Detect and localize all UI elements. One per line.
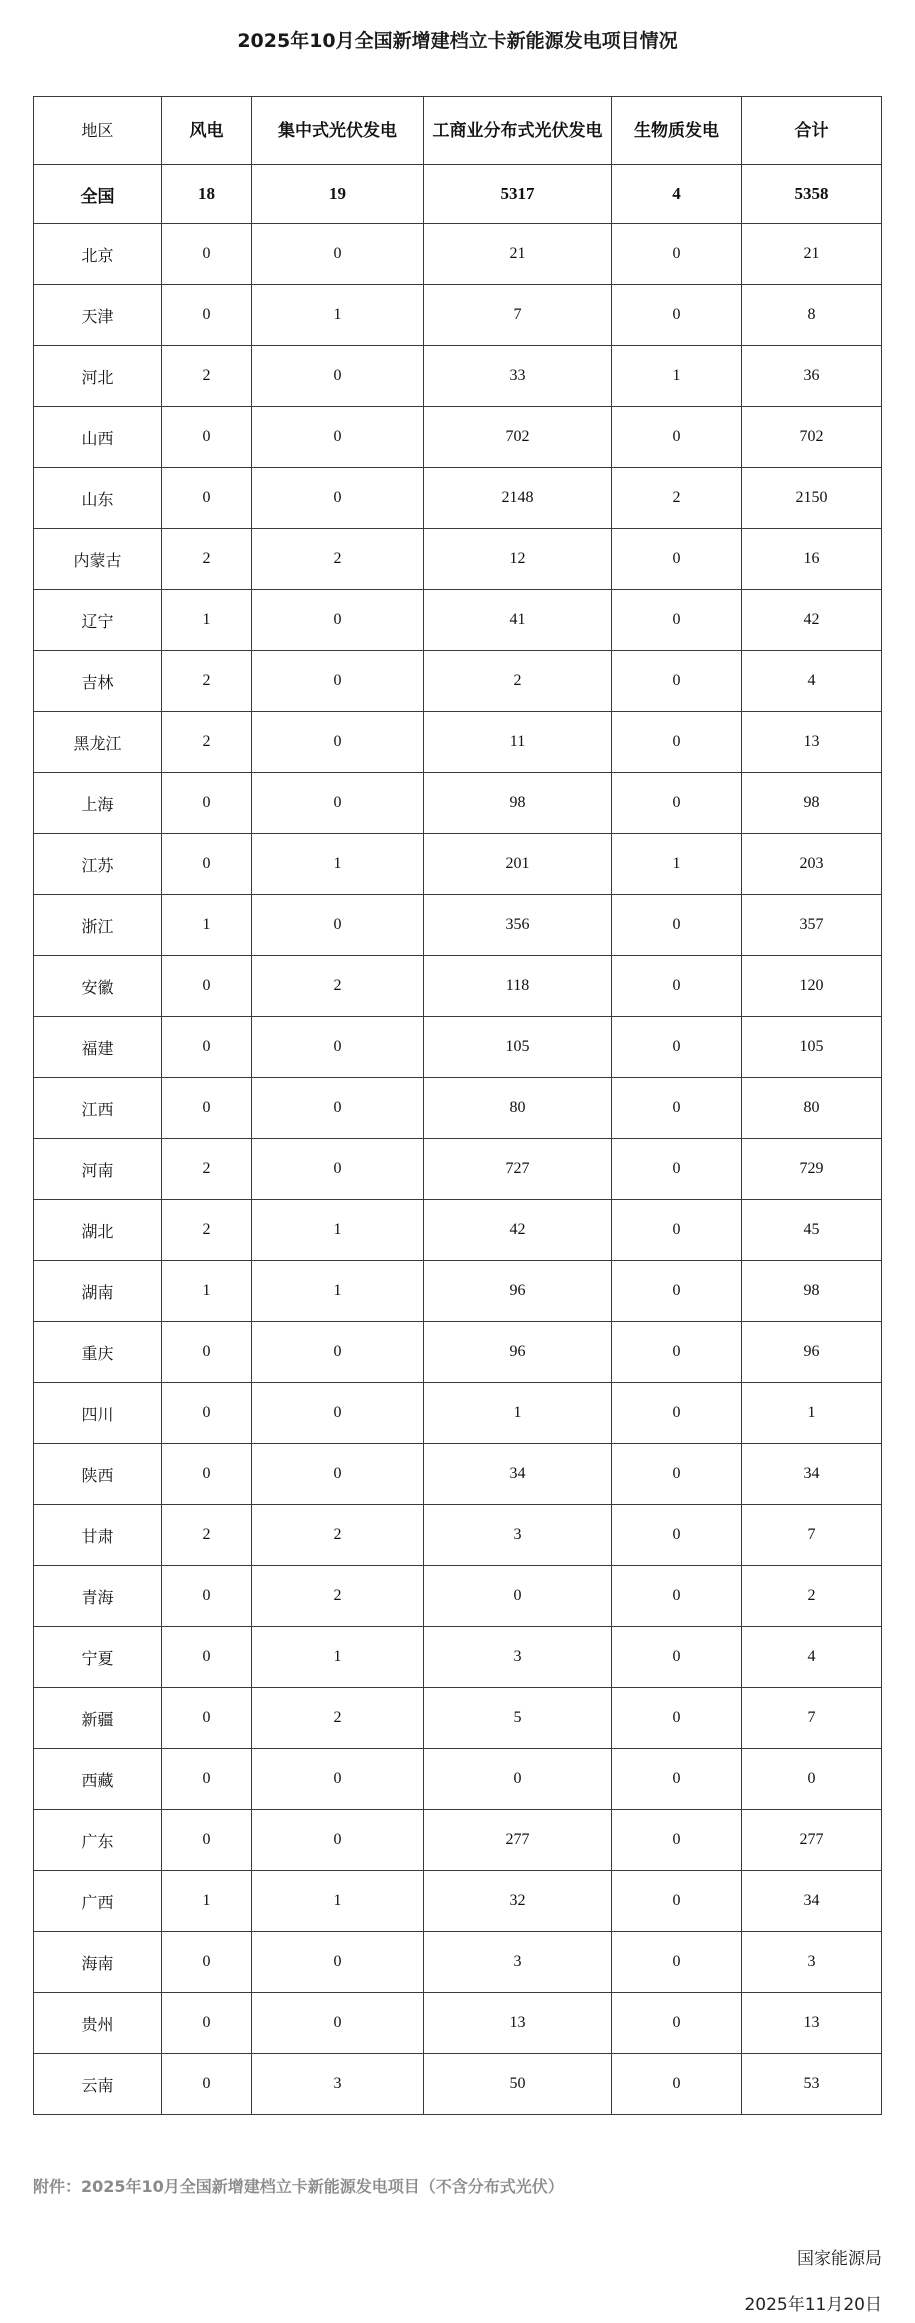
region-cell: 西藏 xyxy=(34,1749,162,1810)
biomass-cell: 0 xyxy=(612,1993,742,2054)
region-cell: 河南 xyxy=(34,1139,162,1200)
centralized-pv-cell: 0 xyxy=(252,1444,424,1505)
region-cell: 甘肃 xyxy=(34,1505,162,1566)
biomass-cell: 0 xyxy=(612,1810,742,1871)
table-row xyxy=(34,1322,882,1383)
biomass-cell: 0 xyxy=(612,1017,742,1078)
sum-cell: 36 xyxy=(742,346,882,407)
biomass-cell: 0 xyxy=(612,1932,742,1993)
region-cell: 天津 xyxy=(34,285,162,346)
sum-cell: 105 xyxy=(742,1017,882,1078)
sum-cell: 7 xyxy=(742,1505,882,1566)
region-cell: 山西 xyxy=(34,407,162,468)
distributed-pv-cell: 3 xyxy=(424,1505,612,1566)
region-cell: 黑龙江 xyxy=(34,712,162,773)
table-row xyxy=(34,895,882,956)
region-cell: 安徽 xyxy=(34,956,162,1017)
table-row xyxy=(34,1627,882,1688)
wind-cell: 2 xyxy=(162,1200,252,1261)
biomass-cell: 0 xyxy=(612,285,742,346)
distributed-pv-cell: 3 xyxy=(424,1932,612,1993)
region-cell: 河北 xyxy=(34,346,162,407)
biomass-cell: 0 xyxy=(612,1749,742,1810)
centralized-pv-cell: 0 xyxy=(252,1078,424,1139)
sum-cell: 53 xyxy=(742,2054,882,2115)
biomass-cell: 0 xyxy=(612,1078,742,1139)
biomass-cell: 0 xyxy=(612,895,742,956)
header-distributed-pv: 工商业分布式光伏发电 xyxy=(424,97,612,165)
centralized-pv-cell: 0 xyxy=(252,895,424,956)
table-row xyxy=(34,468,882,529)
header-centralized-pv: 集中式光伏发电 xyxy=(252,97,424,165)
sum-cell: 98 xyxy=(742,773,882,834)
table-row xyxy=(34,1749,882,1810)
distributed-pv-cell: 727 xyxy=(424,1139,612,1200)
sum-cell: 0 xyxy=(742,1749,882,1810)
centralized-pv-cell: 0 xyxy=(252,468,424,529)
centralized-pv-cell: 3 xyxy=(252,2054,424,2115)
sum-cell: 702 xyxy=(742,407,882,468)
centralized-pv-cell: 2 xyxy=(252,1566,424,1627)
distributed-pv-cell: 5 xyxy=(424,1688,612,1749)
biomass-cell: 0 xyxy=(612,224,742,285)
sum-cell: 42 xyxy=(742,590,882,651)
sum-cell: 13 xyxy=(742,712,882,773)
table-row xyxy=(34,1993,882,2054)
biomass-cell: 0 xyxy=(612,1505,742,1566)
centralized-pv-cell: 0 xyxy=(252,1017,424,1078)
biomass-cell: 0 xyxy=(612,1383,742,1444)
biomass-cell: 0 xyxy=(612,651,742,712)
centralized-pv-cell: 1 xyxy=(252,1627,424,1688)
wind-cell: 0 xyxy=(162,834,252,895)
region-cell: 上海 xyxy=(34,773,162,834)
table-row xyxy=(34,1200,882,1261)
wind-cell: 2 xyxy=(162,1139,252,1200)
statistics-table xyxy=(33,96,882,2115)
total-centralized-pv-cell: 19 xyxy=(252,165,424,224)
biomass-cell: 0 xyxy=(612,529,742,590)
wind-cell: 0 xyxy=(162,224,252,285)
header-wind: 风电 xyxy=(162,97,252,165)
table-row xyxy=(34,773,882,834)
sum-cell: 357 xyxy=(742,895,882,956)
region-cell: 海南 xyxy=(34,1932,162,1993)
wind-cell: 0 xyxy=(162,956,252,1017)
sum-cell: 4 xyxy=(742,651,882,712)
centralized-pv-cell: 0 xyxy=(252,1993,424,2054)
wind-cell: 0 xyxy=(162,1078,252,1139)
region-cell: 重庆 xyxy=(34,1322,162,1383)
distributed-pv-cell: 277 xyxy=(424,1810,612,1871)
distributed-pv-cell: 1 xyxy=(424,1383,612,1444)
table-row xyxy=(34,1017,882,1078)
region-cell: 湖南 xyxy=(34,1261,162,1322)
centralized-pv-cell: 2 xyxy=(252,1505,424,1566)
centralized-pv-cell: 0 xyxy=(252,590,424,651)
centralized-pv-cell: 0 xyxy=(252,1932,424,1993)
header-biomass: 生物质发电 xyxy=(612,97,742,165)
attachment-note: 附件：2025年10月全国新增建档立卡新能源发电项目（不含分布式光伏） xyxy=(33,2177,564,2196)
centralized-pv-cell: 0 xyxy=(252,407,424,468)
region-cell: 江西 xyxy=(34,1078,162,1139)
distributed-pv-cell: 50 xyxy=(424,2054,612,2115)
centralized-pv-cell: 1 xyxy=(252,1261,424,1322)
table-row xyxy=(34,1932,882,1993)
table-header-row xyxy=(34,97,882,165)
sum-cell: 34 xyxy=(742,1871,882,1932)
sum-cell: 277 xyxy=(742,1810,882,1871)
region-cell: 山东 xyxy=(34,468,162,529)
distributed-pv-cell: 702 xyxy=(424,407,612,468)
distributed-pv-cell: 13 xyxy=(424,1993,612,2054)
region-cell: 湖北 xyxy=(34,1200,162,1261)
sum-cell: 16 xyxy=(742,529,882,590)
issue-date: 2025年11月20日 xyxy=(744,2295,882,2315)
distributed-pv-cell: 105 xyxy=(424,1017,612,1078)
sum-cell: 3 xyxy=(742,1932,882,1993)
sum-cell: 1 xyxy=(742,1383,882,1444)
table-row xyxy=(34,224,882,285)
distributed-pv-cell: 11 xyxy=(424,712,612,773)
biomass-cell: 0 xyxy=(612,590,742,651)
centralized-pv-cell: 0 xyxy=(252,773,424,834)
table-row xyxy=(34,1078,882,1139)
wind-cell: 0 xyxy=(162,1688,252,1749)
table-row xyxy=(34,2054,882,2115)
wind-cell: 1 xyxy=(162,895,252,956)
sum-cell: 98 xyxy=(742,1261,882,1322)
region-cell: 新疆 xyxy=(34,1688,162,1749)
centralized-pv-cell: 2 xyxy=(252,956,424,1017)
table-row xyxy=(34,651,882,712)
table-row xyxy=(34,1566,882,1627)
wind-cell: 0 xyxy=(162,1444,252,1505)
region-cell: 内蒙古 xyxy=(34,529,162,590)
region-cell: 吉林 xyxy=(34,651,162,712)
table-row xyxy=(34,1688,882,1749)
distributed-pv-cell: 96 xyxy=(424,1322,612,1383)
centralized-pv-cell: 1 xyxy=(252,834,424,895)
region-cell: 陕西 xyxy=(34,1444,162,1505)
table-row xyxy=(34,1505,882,1566)
distributed-pv-cell: 96 xyxy=(424,1261,612,1322)
centralized-pv-cell: 0 xyxy=(252,1810,424,1871)
table-row xyxy=(34,346,882,407)
wind-cell: 0 xyxy=(162,2054,252,2115)
centralized-pv-cell: 2 xyxy=(252,1688,424,1749)
distributed-pv-cell: 2 xyxy=(424,651,612,712)
region-cell: 四川 xyxy=(34,1383,162,1444)
wind-cell: 0 xyxy=(162,1810,252,1871)
region-cell: 浙江 xyxy=(34,895,162,956)
total-sum-cell: 5358 xyxy=(742,165,882,224)
table-row xyxy=(34,529,882,590)
sum-cell: 4 xyxy=(742,1627,882,1688)
wind-cell: 0 xyxy=(162,773,252,834)
table-row xyxy=(34,285,882,346)
sum-cell: 45 xyxy=(742,1200,882,1261)
table-row xyxy=(34,1383,882,1444)
distributed-pv-cell: 34 xyxy=(424,1444,612,1505)
centralized-pv-cell: 1 xyxy=(252,285,424,346)
wind-cell: 1 xyxy=(162,1261,252,1322)
distributed-pv-cell: 80 xyxy=(424,1078,612,1139)
total-wind-cell: 18 xyxy=(162,165,252,224)
biomass-cell: 1 xyxy=(612,834,742,895)
table-row xyxy=(34,1871,882,1932)
biomass-cell: 0 xyxy=(612,956,742,1017)
sum-cell: 120 xyxy=(742,956,882,1017)
total-region-cell: 全国 xyxy=(34,165,162,224)
wind-cell: 0 xyxy=(162,1627,252,1688)
biomass-cell: 0 xyxy=(612,1200,742,1261)
header-region: 地区 xyxy=(34,97,162,165)
table-row xyxy=(34,712,882,773)
wind-cell: 2 xyxy=(162,712,252,773)
biomass-cell: 0 xyxy=(612,773,742,834)
biomass-cell: 0 xyxy=(612,1261,742,1322)
wind-cell: 2 xyxy=(162,529,252,590)
centralized-pv-cell: 0 xyxy=(252,651,424,712)
distributed-pv-cell: 32 xyxy=(424,1871,612,1932)
biomass-cell: 0 xyxy=(612,1871,742,1932)
sum-cell: 7 xyxy=(742,1688,882,1749)
distributed-pv-cell: 12 xyxy=(424,529,612,590)
table-row xyxy=(34,407,882,468)
sum-cell: 21 xyxy=(742,224,882,285)
region-cell: 辽宁 xyxy=(34,590,162,651)
biomass-cell: 2 xyxy=(612,468,742,529)
sum-cell: 2 xyxy=(742,1566,882,1627)
sum-cell: 34 xyxy=(742,1444,882,1505)
distributed-pv-cell: 98 xyxy=(424,773,612,834)
wind-cell: 0 xyxy=(162,1932,252,1993)
sum-cell: 96 xyxy=(742,1322,882,1383)
biomass-cell: 0 xyxy=(612,407,742,468)
biomass-cell: 0 xyxy=(612,2054,742,2115)
page-title: 2025年10月全国新增建档立卡新能源发电项目情况 xyxy=(237,30,678,52)
region-cell: 广东 xyxy=(34,1810,162,1871)
centralized-pv-cell: 0 xyxy=(252,1383,424,1444)
sum-cell: 80 xyxy=(742,1078,882,1139)
distributed-pv-cell: 41 xyxy=(424,590,612,651)
sum-cell: 8 xyxy=(742,285,882,346)
wind-cell: 0 xyxy=(162,1749,252,1810)
wind-cell: 2 xyxy=(162,346,252,407)
wind-cell: 0 xyxy=(162,1017,252,1078)
sum-cell: 729 xyxy=(742,1139,882,1200)
region-cell: 贵州 xyxy=(34,1993,162,2054)
centralized-pv-cell: 1 xyxy=(252,1871,424,1932)
biomass-cell: 0 xyxy=(612,1444,742,1505)
table-row xyxy=(34,956,882,1017)
table-row-total xyxy=(34,165,882,224)
region-cell: 广西 xyxy=(34,1871,162,1932)
centralized-pv-cell: 0 xyxy=(252,346,424,407)
table-row xyxy=(34,1444,882,1505)
region-cell: 宁夏 xyxy=(34,1627,162,1688)
centralized-pv-cell: 0 xyxy=(252,712,424,773)
table-row xyxy=(34,1810,882,1871)
table-row xyxy=(34,590,882,651)
sum-cell: 13 xyxy=(742,1993,882,2054)
distributed-pv-cell: 42 xyxy=(424,1200,612,1261)
distributed-pv-cell: 21 xyxy=(424,224,612,285)
biomass-cell: 0 xyxy=(612,1139,742,1200)
centralized-pv-cell: 0 xyxy=(252,1322,424,1383)
biomass-cell: 0 xyxy=(612,1688,742,1749)
distributed-pv-cell: 0 xyxy=(424,1566,612,1627)
region-cell: 福建 xyxy=(34,1017,162,1078)
region-cell: 北京 xyxy=(34,224,162,285)
distributed-pv-cell: 7 xyxy=(424,285,612,346)
wind-cell: 1 xyxy=(162,1871,252,1932)
centralized-pv-cell: 0 xyxy=(252,224,424,285)
wind-cell: 0 xyxy=(162,1322,252,1383)
wind-cell: 0 xyxy=(162,1566,252,1627)
distributed-pv-cell: 33 xyxy=(424,346,612,407)
biomass-cell: 0 xyxy=(612,712,742,773)
distributed-pv-cell: 201 xyxy=(424,834,612,895)
table-row xyxy=(34,834,882,895)
wind-cell: 1 xyxy=(162,590,252,651)
total-distributed-pv-cell: 5317 xyxy=(424,165,612,224)
region-cell: 云南 xyxy=(34,2054,162,2115)
biomass-cell: 0 xyxy=(612,1322,742,1383)
issuer-name: 国家能源局 xyxy=(797,2249,882,2269)
distributed-pv-cell: 356 xyxy=(424,895,612,956)
table-row xyxy=(34,1139,882,1200)
biomass-cell: 0 xyxy=(612,1566,742,1627)
distributed-pv-cell: 2148 xyxy=(424,468,612,529)
distributed-pv-cell: 118 xyxy=(424,956,612,1017)
wind-cell: 0 xyxy=(162,285,252,346)
header-total: 合计 xyxy=(742,97,882,165)
centralized-pv-cell: 2 xyxy=(252,529,424,590)
region-cell: 江苏 xyxy=(34,834,162,895)
distributed-pv-cell: 3 xyxy=(424,1627,612,1688)
total-biomass-cell: 4 xyxy=(612,165,742,224)
table-row xyxy=(34,1261,882,1322)
distributed-pv-cell: 0 xyxy=(424,1749,612,1810)
wind-cell: 0 xyxy=(162,468,252,529)
wind-cell: 2 xyxy=(162,651,252,712)
wind-cell: 0 xyxy=(162,1993,252,2054)
sum-cell: 203 xyxy=(742,834,882,895)
centralized-pv-cell: 1 xyxy=(252,1200,424,1261)
biomass-cell: 0 xyxy=(612,1627,742,1688)
wind-cell: 0 xyxy=(162,407,252,468)
biomass-cell: 1 xyxy=(612,346,742,407)
wind-cell: 2 xyxy=(162,1505,252,1566)
wind-cell: 0 xyxy=(162,1383,252,1444)
sum-cell: 2150 xyxy=(742,468,882,529)
region-cell: 青海 xyxy=(34,1566,162,1627)
centralized-pv-cell: 0 xyxy=(252,1749,424,1810)
centralized-pv-cell: 0 xyxy=(252,1139,424,1200)
